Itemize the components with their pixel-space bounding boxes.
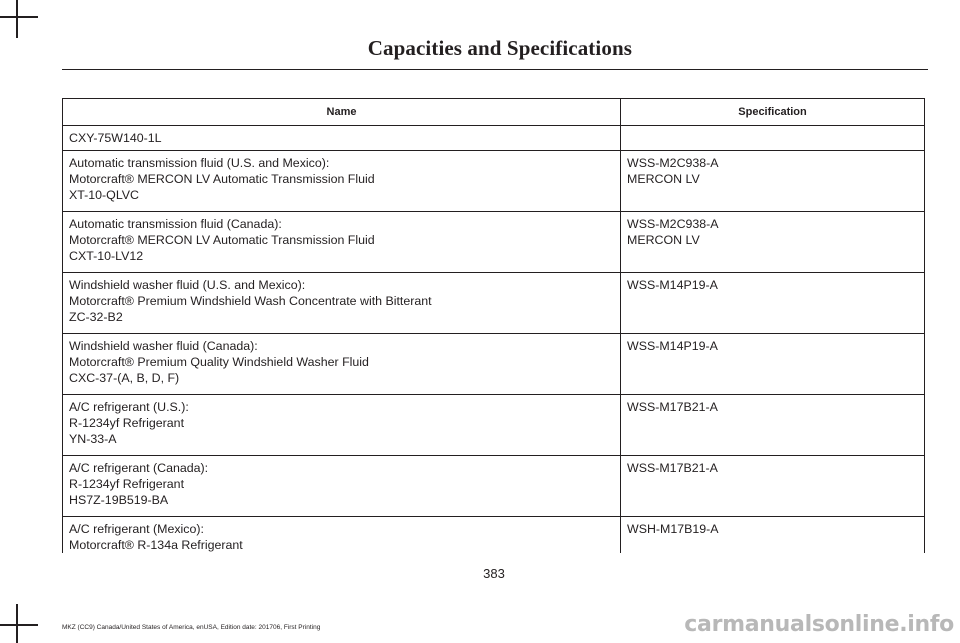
table-row bbox=[63, 212, 925, 273]
name-cell bbox=[63, 517, 621, 554]
name-line: Motorcraft® MERCON LV Automatic Transmission Fluid bbox=[69, 172, 375, 186]
spec-line: WSS-M2C938-A bbox=[627, 217, 719, 231]
name-line: Windshield washer fluid (U.S. and Mexico): bbox=[69, 278, 306, 292]
spec-cell bbox=[621, 212, 925, 273]
crop-mark-top-left-vertical bbox=[16, 0, 18, 38]
name-line: CXY-75W140-1L bbox=[69, 131, 162, 145]
name-line: HS7Z-19B519-BA bbox=[69, 493, 169, 507]
table-row bbox=[63, 395, 925, 456]
spec-line: MERCON LV bbox=[627, 233, 700, 247]
table-row bbox=[63, 456, 925, 517]
edition-footer: MKZ (CC9) Canada/United States of America, enUSA, Edition date: 201706, First Printing bbox=[62, 624, 321, 631]
name-cell bbox=[63, 212, 621, 273]
spec-cell bbox=[621, 395, 925, 456]
name-line: Motorcraft® MERCON LV Automatic Transmission Fluid bbox=[69, 233, 375, 247]
name-line: Motorcraft® R-134a Refrigerant bbox=[69, 538, 243, 552]
table-row bbox=[63, 517, 925, 554]
table-row bbox=[63, 126, 925, 151]
name-cell bbox=[63, 395, 621, 456]
name-line: CXT-10-LV12 bbox=[69, 249, 144, 263]
name-line: A/C refrigerant (Mexico): bbox=[69, 522, 204, 536]
name-cell bbox=[63, 334, 621, 395]
name-line: XT-10-QLVC bbox=[69, 188, 140, 202]
name-line: A/C refrigerant (U.S.): bbox=[69, 400, 189, 414]
page-number: 383 bbox=[483, 566, 505, 581]
name-line: R-1234yf Refrigerant bbox=[69, 477, 185, 491]
spec-cell bbox=[621, 456, 925, 517]
table-row bbox=[63, 273, 925, 334]
crop-mark-top-left-horizontal bbox=[0, 16, 38, 18]
spec-line: WSS-M2C938-A bbox=[627, 156, 719, 170]
name-line: Motorcraft® Premium Quality Windshield Washer Fluid bbox=[69, 355, 369, 369]
table-row bbox=[63, 334, 925, 395]
name-line: ZC-32-B2 bbox=[69, 310, 123, 324]
spec-cell bbox=[621, 273, 925, 334]
name-cell bbox=[63, 273, 621, 334]
name-cell bbox=[63, 151, 621, 212]
title-rule bbox=[62, 69, 928, 70]
name-line: A/C refrigerant (Canada): bbox=[69, 461, 209, 475]
name-line: Motorcraft® Premium Windshield Wash Concentrate with Bitterant bbox=[69, 294, 432, 308]
name-line: Windshield washer fluid (Canada): bbox=[69, 339, 258, 353]
page-title: Capacities and Specifications bbox=[367, 36, 632, 60]
name-line: Automatic transmission fluid (Canada): bbox=[69, 217, 282, 231]
spec-line: WSS-M17B21-A bbox=[627, 400, 718, 414]
spec-cell bbox=[621, 517, 925, 554]
name-line: YN-33-A bbox=[69, 432, 117, 446]
name-line: CXC-37-(A, B, D, F) bbox=[69, 371, 180, 385]
table-header-row bbox=[63, 99, 925, 126]
column-header-specification: Specification bbox=[621, 99, 925, 126]
spec-line: WSS-M14P19-A bbox=[627, 278, 718, 292]
spec-cell bbox=[621, 126, 925, 151]
table-row bbox=[63, 151, 925, 212]
specification-table bbox=[62, 98, 925, 553]
name-line: R-1234yf Refrigerant bbox=[69, 416, 185, 430]
spec-line: WSS-M17B21-A bbox=[627, 461, 718, 475]
column-header-name: Name bbox=[63, 99, 621, 126]
crop-mark-bottom-left-horizontal bbox=[0, 624, 38, 626]
spec-line: WSH-M17B19-A bbox=[627, 522, 719, 536]
spec-line: WSS-M14P19-A bbox=[627, 339, 718, 353]
name-line: Automatic transmission fluid (U.S. and Mexico): bbox=[69, 156, 330, 170]
name-cell bbox=[63, 456, 621, 517]
spec-cell bbox=[621, 151, 925, 212]
spec-line: MERCON LV bbox=[627, 172, 700, 186]
name-cell bbox=[63, 126, 621, 151]
site-watermark: carmanualsonline.info bbox=[684, 612, 954, 637]
spec-cell bbox=[621, 334, 925, 395]
